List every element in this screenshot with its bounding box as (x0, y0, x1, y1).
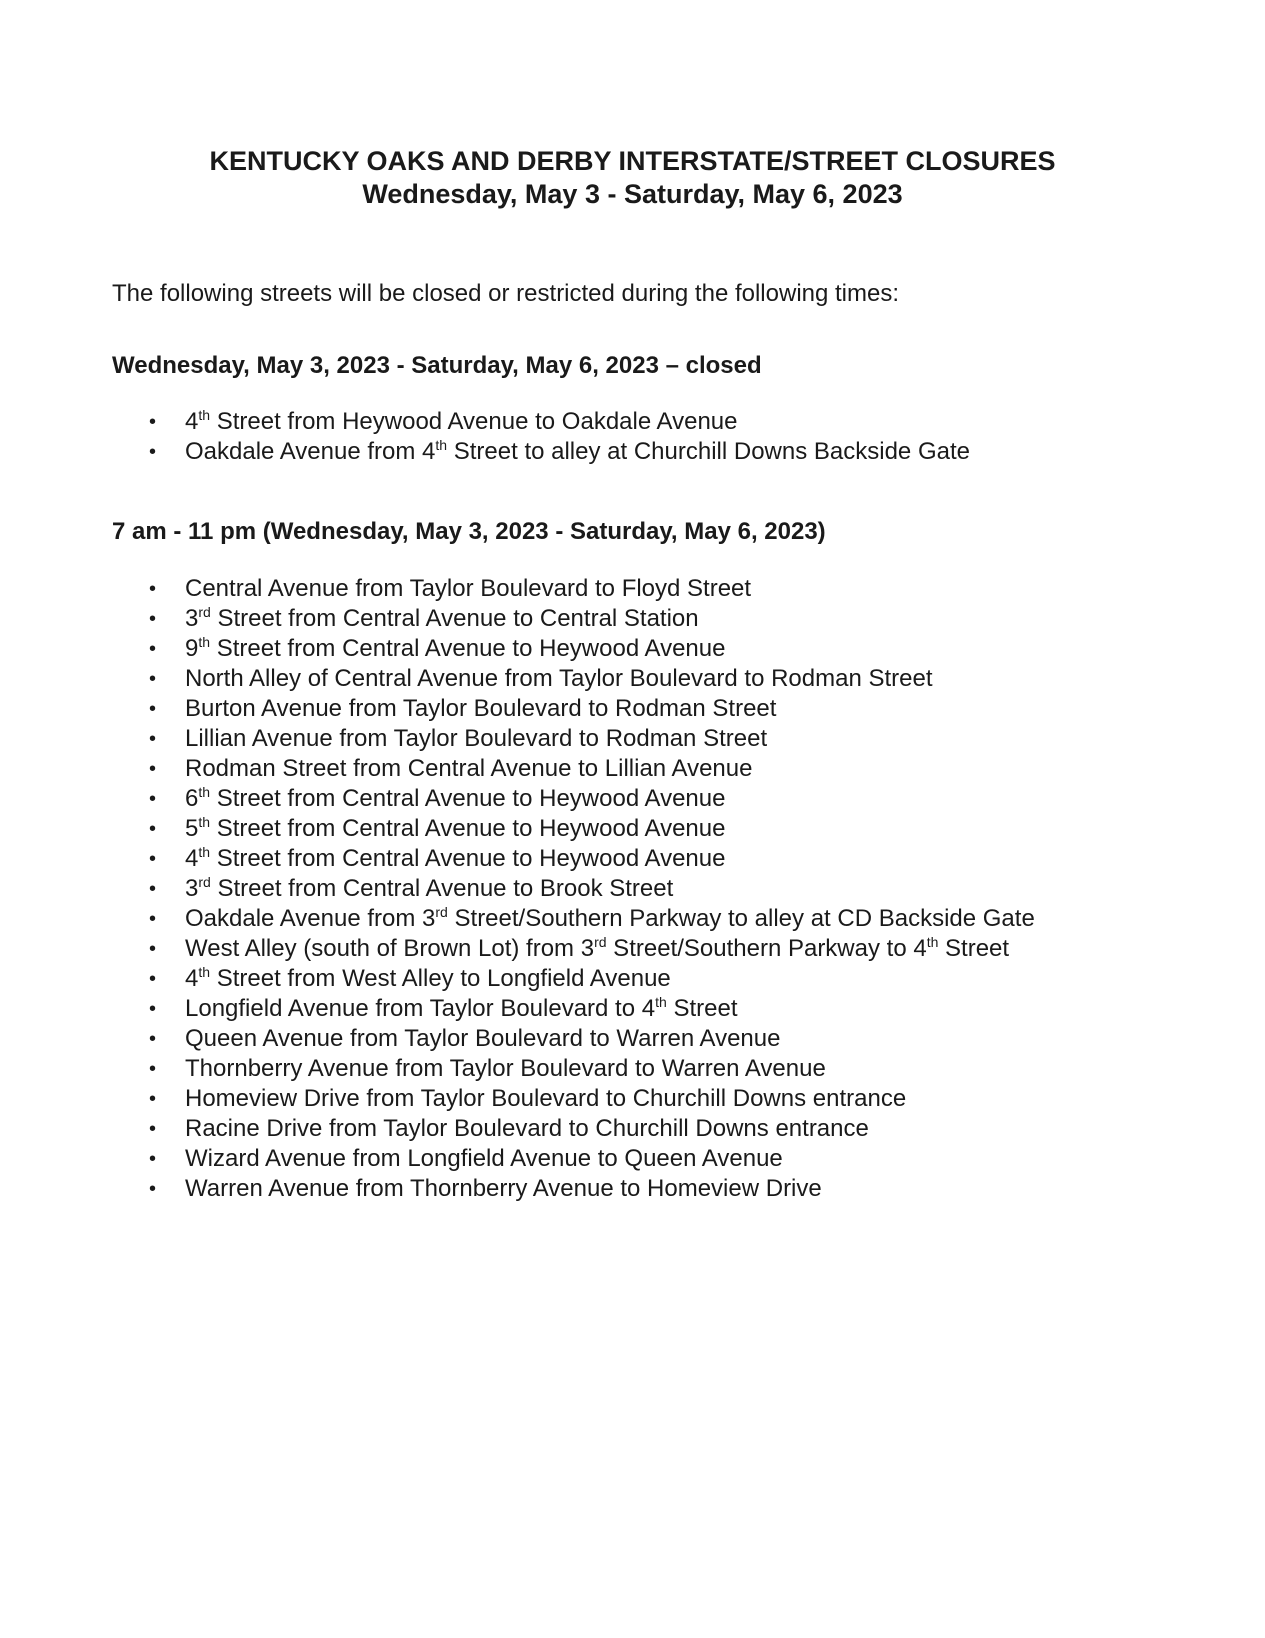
text-fragment: Street from Central Avenue to Heywood Avenue (210, 815, 726, 842)
title-line-main: KENTUCKY OAKS AND DERBY INTERSTATE/STREET CLOSURES (209, 146, 1056, 176)
ordinal-suffix: rd (594, 934, 607, 950)
list-item-text (185, 754, 752, 784)
ordinal-suffix: th (198, 964, 211, 980)
section-heading-restricted: 7 am - 11 pm (Wednesday, May 3, 2023 - Saturday, May 6, 2023) (112, 518, 826, 545)
list-item-text (185, 1024, 780, 1054)
ordinal-suffix: rd (198, 604, 211, 620)
ordinal-suffix: th (198, 407, 211, 423)
bullet-icon: • (149, 938, 157, 960)
text-fragment: Street from Central Avenue to Central Station (210, 605, 699, 632)
list-item-text (185, 1084, 906, 1114)
section-heading-closed: Wednesday, May 3, 2023 - Saturday, May 6, 2023 – closed (112, 352, 762, 379)
list-item-text (185, 604, 699, 634)
text-fragment: 3 (185, 875, 199, 902)
text-fragment: Street to alley at Churchill Downs Backside Gate (447, 438, 970, 465)
list-item-text (185, 1114, 869, 1144)
list-item-text (185, 694, 776, 724)
text-fragment: Thornberry Avenue from Taylor Boulevard to Warren Avenue (185, 1055, 826, 1082)
bullet-icon: • (149, 968, 157, 990)
list-item-text (185, 964, 671, 994)
text-fragment: Burton Avenue from Taylor Boulevard to Rodman Street (185, 695, 777, 722)
bullet-icon: • (149, 788, 157, 810)
bullet-icon: • (149, 848, 157, 870)
text-fragment: Central Avenue from Taylor Boulevard to Floyd Street (185, 575, 752, 602)
bullet-icon: • (149, 668, 157, 690)
text-fragment: Rodman Street from Central Avenue to Lillian Avenue (185, 755, 753, 782)
bullet-icon: • (149, 908, 157, 930)
list-item-text (185, 664, 933, 694)
list-item-text (185, 437, 970, 467)
text-fragment: Queen Avenue from Taylor Boulevard to Warren Avenue (185, 1025, 781, 1052)
bullet-icon: • (149, 1058, 157, 1080)
text-fragment: Homeview Drive from Taylor Boulevard to Churchill Downs entrance (185, 1085, 907, 1112)
document-title (0, 145, 1265, 211)
bullet-icon: • (149, 411, 157, 433)
ordinal-suffix: th (198, 814, 211, 830)
bullet-icon: • (149, 608, 157, 630)
list-item-text (185, 574, 751, 604)
text-fragment: Street from Central Avenue to Heywood Avenue (210, 845, 726, 872)
text-fragment: 6 (185, 785, 199, 812)
title-line-dates: Wednesday, May 3 - Saturday, May 6, 2023 (362, 179, 903, 209)
bullet-icon: • (149, 818, 157, 840)
ordinal-suffix: rd (198, 874, 211, 890)
bullet-icon: • (149, 698, 157, 720)
text-fragment: Lillian Avenue from Taylor Boulevard to Rodman Street (185, 725, 768, 752)
text-fragment: Street (666, 995, 738, 1022)
list-item-text (185, 407, 738, 437)
text-fragment: Street/Southern Parkway to 4 (606, 935, 927, 962)
ordinal-suffix: th (655, 994, 667, 1010)
bullet-icon: • (149, 878, 157, 900)
text-fragment: 4 (185, 845, 199, 872)
intro-paragraph: The following streets will be closed or restricted during the following times: (112, 280, 900, 307)
text-fragment: Oakdale Avenue from 3 (185, 905, 436, 932)
text-fragment: Racine Drive from Taylor Boulevard to Churchill Downs entrance (185, 1115, 869, 1142)
text-fragment: Street/Southern Parkway to alley at CD Backside Gate (447, 905, 1035, 932)
text-fragment: Street from Central Avenue to Heywood Avenue (210, 635, 726, 662)
text-fragment: 5 (185, 815, 199, 842)
ordinal-suffix: th (198, 634, 211, 650)
text-fragment: Oakdale Avenue from 4 (185, 438, 436, 465)
text-fragment: Wizard Avenue from Longfield Avenue to Queen Avenue (185, 1145, 783, 1172)
ordinal-suffix: th (198, 784, 211, 800)
text-fragment: Street from West Alley to Longfield Avenue (210, 965, 671, 992)
ordinal-suffix: th (926, 934, 939, 950)
bullet-icon: • (149, 998, 157, 1020)
list-item-text (185, 1174, 822, 1204)
text-fragment: Street from Heywood Avenue to Oakdale Avenue (210, 408, 738, 435)
text-fragment: 3 (185, 605, 199, 632)
bullet-icon: • (149, 1088, 157, 1110)
bullet-icon: • (149, 638, 157, 660)
ordinal-suffix: th (435, 437, 448, 453)
bullet-icon: • (149, 728, 157, 750)
list-item-text (185, 814, 725, 844)
text-fragment: Street (938, 935, 1010, 962)
list-item-text (185, 1144, 783, 1174)
list-item-text (185, 634, 725, 664)
text-fragment: Warren Avenue from Thornberry Avenue to Homeview Drive (185, 1175, 822, 1202)
bullet-icon: • (149, 441, 157, 463)
bullet-icon: • (149, 1028, 157, 1050)
list-item-text (185, 874, 673, 904)
ordinal-suffix: rd (435, 904, 448, 920)
text-fragment: Street from Central Avenue to Heywood Avenue (210, 785, 726, 812)
text-fragment: 9 (185, 635, 199, 662)
list-item-text (185, 724, 767, 754)
bullet-icon: • (149, 1148, 157, 1170)
list-item-text (185, 1054, 826, 1084)
bullet-icon: • (149, 1118, 157, 1140)
list-item-text (185, 784, 725, 814)
bullet-icon: • (149, 1178, 157, 1200)
text-fragment: Street from Central Avenue to Brook Street (210, 875, 674, 902)
text-fragment: 4 (185, 965, 199, 992)
list-item-text (185, 994, 737, 1024)
list-item-text (185, 934, 1009, 964)
text-fragment: North Alley of Central Avenue from Taylor Boulevard to Rodman Street (185, 665, 933, 692)
list-item-text (185, 844, 725, 874)
list-item-text (185, 904, 1035, 934)
text-fragment: West Alley (south of Brown Lot) from 3 (185, 935, 595, 962)
bullet-icon: • (149, 758, 157, 780)
bullet-icon: • (149, 578, 157, 600)
text-fragment: 4 (185, 408, 199, 435)
text-fragment: Longfield Avenue from Taylor Boulevard to 4 (185, 995, 656, 1022)
ordinal-suffix: th (198, 844, 211, 860)
